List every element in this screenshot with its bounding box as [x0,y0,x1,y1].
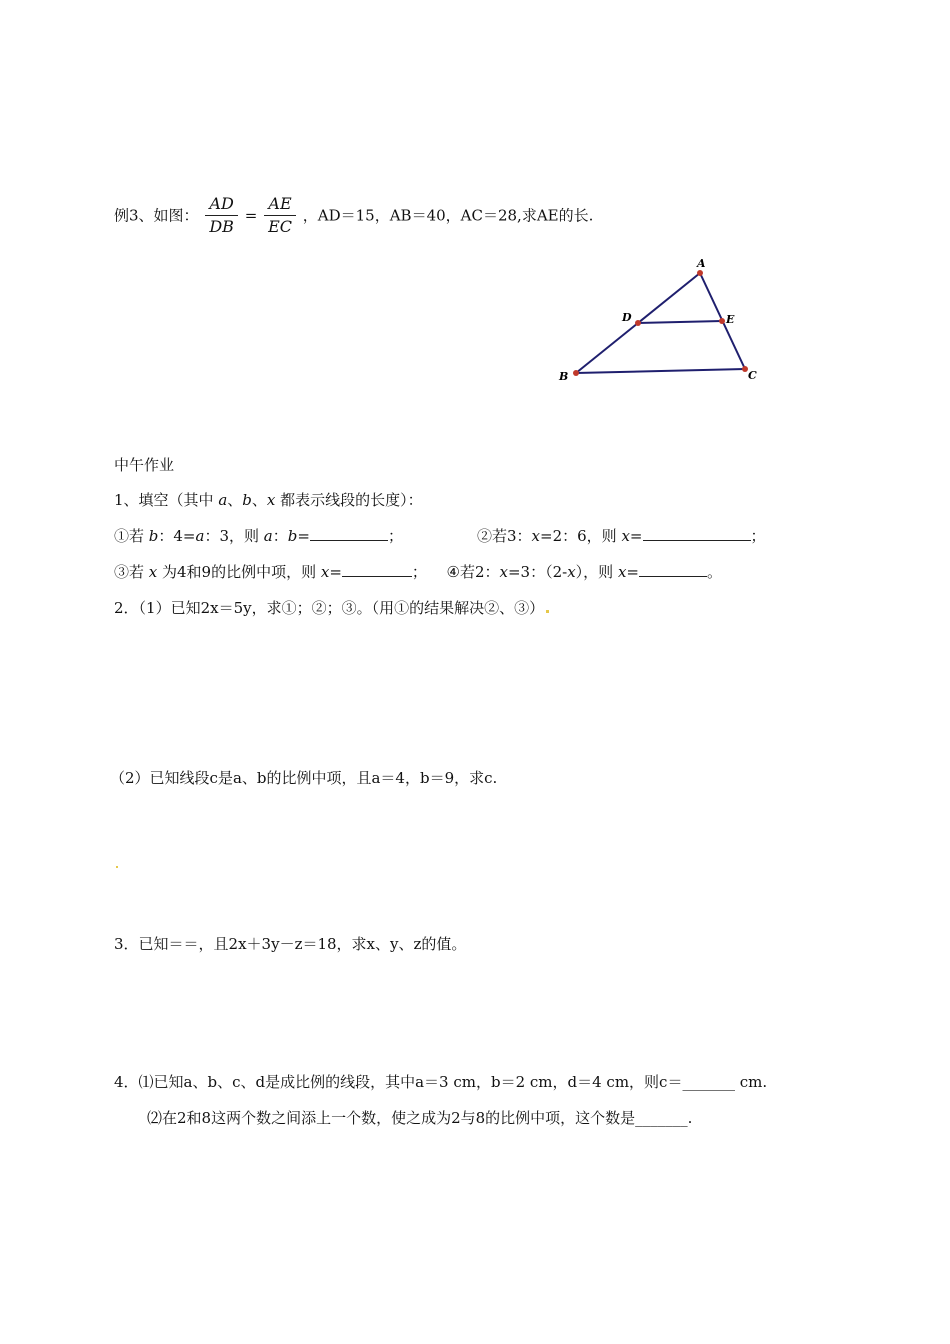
text: ②若3： [477,527,532,545]
text: ：3，则 [204,527,264,545]
text: ：4= [158,527,196,545]
q3: 3．已知＝＝，且2x＋3y－z＝18，求x、y、z的值。 [114,935,467,953]
marker [116,866,118,868]
q1-row-1 [114,526,814,546]
var-b: b [242,491,252,509]
example-3-line [114,193,593,238]
text: ： [272,527,288,545]
text: = [297,527,310,545]
q2-part-1-text: 2．（1）已知2x＝5y，求①；②；③。（用①的结果解决②、③） [114,599,545,617]
sep: 、 [251,491,267,509]
q1-intro [114,490,423,510]
text: ； [411,563,427,581]
text: = [329,563,342,581]
frac2-denominator: EC [268,217,292,236]
var: x [621,527,630,545]
q1-row-2 [114,562,722,582]
q1-intro-text-a: 1、填空（其中 [114,491,219,509]
var: x [320,563,330,581]
text: ③若 [114,563,149,581]
fraction-ad-db [205,193,238,238]
fraction-ae-ec [264,193,296,238]
label-c: C [748,369,757,382]
var: x [531,527,541,545]
text: = [629,527,643,545]
var: a [263,527,273,545]
var: b [148,527,159,545]
q4-part-2: ⑵在2和8这两个数之间添上一个数，使之成为2与8的比例中项，这个数是_______. [147,1109,693,1127]
label-d: D [622,311,632,324]
text: =2：6，则 [540,527,622,545]
segment-de [638,321,722,323]
point-a [697,270,703,276]
text: = [626,563,639,581]
text: ①若 [114,527,149,545]
q2-part-2: （2）已知线段c是a、b的比例中项，且a＝4，b＝9，求c. [110,769,498,787]
label-b: B [559,370,569,383]
sep: 、 [227,491,243,509]
answer-blank[interactable] [639,562,707,577]
ex3-suffix: ，AD＝15，AB＝40，AC＝28,求AE的长. [302,206,594,225]
answer-blank[interactable] [643,526,751,541]
text: =3：（2- [507,563,568,581]
q1-intro-text-b: 都表示线段的长度）： [275,491,423,509]
point-d [635,320,641,326]
text: ； [750,527,766,545]
answer-blank[interactable] [342,562,412,577]
equals-sign: = [244,206,258,225]
var: x [617,563,627,581]
frac1-denominator: DB [209,217,234,236]
var: x [499,563,508,581]
text: 。 [707,563,723,581]
text: ④若2： [446,563,500,581]
marker [546,610,549,613]
label-a: A [697,257,706,270]
var-a: a [218,491,228,509]
frac2-numerator: AE [264,193,296,216]
var: x [567,563,576,581]
var-x: x [266,491,276,509]
point-b [573,370,579,376]
var: a [195,527,205,545]
section-title: 中午作业 [114,456,175,474]
q1-item-2 [477,526,766,546]
label-e: E [726,313,735,326]
point-e [719,318,725,324]
answer-blank[interactable] [310,526,388,541]
triangle-figure [550,255,790,395]
q4-part-1: 4．⑴已知a、b、c、d是成比例的线段，其中a＝3 cm，b＝2 cm，d＝4 cm，则c＝_______ cm. [114,1073,768,1091]
var: x [148,563,158,581]
q2-part-1 [114,598,549,618]
side-bc [576,369,745,373]
frac1-numerator: AD [205,193,238,216]
text: ），则 [575,563,618,581]
var: b [287,527,298,545]
text: ； [387,527,403,545]
ex3-prefix: 例3、如图： [114,206,199,225]
q1-item-1 [114,527,403,545]
text: 为4和9的比例中项，则 [157,563,321,581]
